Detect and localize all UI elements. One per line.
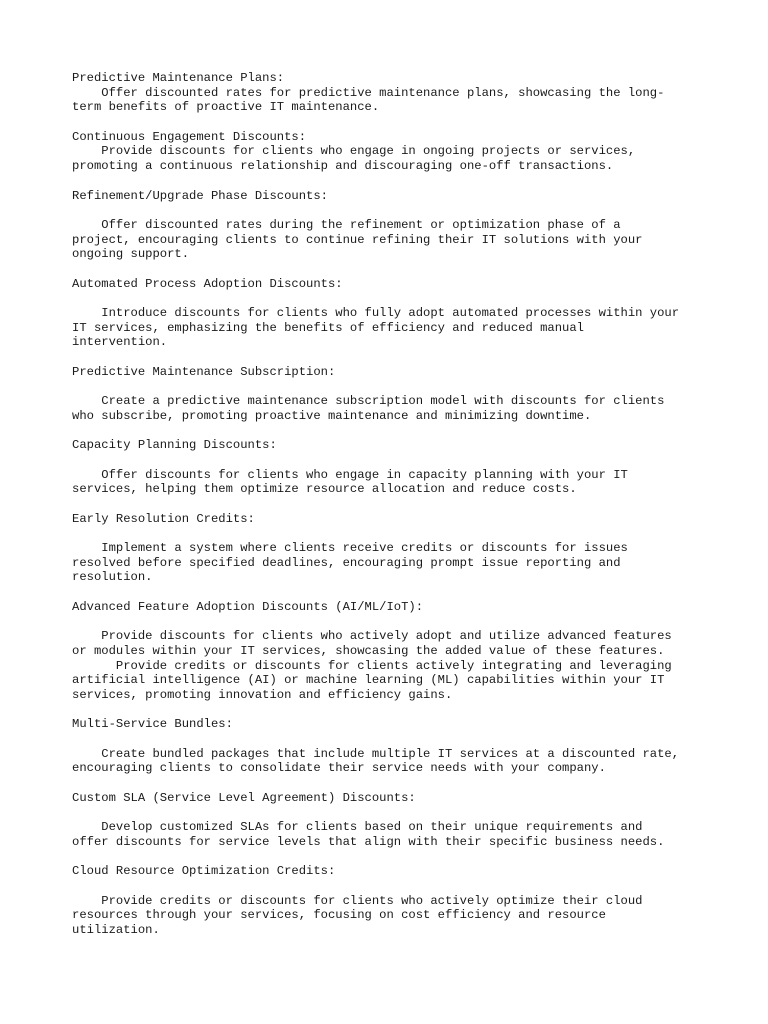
document-section [72, 130, 732, 189]
body-text-line: services, promoting innovation and efficiency gains. [72, 687, 453, 702]
blank-line [72, 174, 732, 189]
body-text-line: or modules within your IT services, showcasing the added value of these features. [72, 643, 665, 658]
body-text-line: Implement a system where clients receive credits or discounts for issues [72, 541, 628, 555]
section-heading: Automated Process Adoption Discounts: [72, 276, 343, 291]
section-heading: Predictive Maintenance Plans: [72, 71, 285, 85]
blank-line [72, 849, 732, 864]
section-heading: Predictive Maintenance Subscription: [72, 364, 336, 379]
body-text-line: IT services, emphasizing the benefits of efficiency and reduced manual [72, 320, 584, 335]
document-section [72, 189, 732, 277]
blank-line [72, 262, 732, 277]
section-heading: Refinement/Upgrade Phase Discounts: [72, 188, 328, 203]
body-text-line: Provide credits or discounts for clients actively integrating and leveraging [72, 658, 672, 673]
body-text-line: who subscribe, promoting proactive maintenance and minimizing downtime. [72, 408, 592, 423]
document-section [72, 791, 732, 864]
blank-line [72, 453, 732, 468]
body-text-line: Offer discounts for clients who engage in capacity planning with your IT [72, 467, 628, 482]
body-text-line: services, helping them optimize resource allocation and reduce costs. [72, 482, 577, 497]
blank-line [72, 776, 732, 791]
body-text-line: resolved before specified deadlines, encouraging prompt issue reporting and [72, 555, 621, 570]
body-text-line: Provide discounts for clients who actively adopt and utilize advanced features [72, 629, 672, 644]
blank-line [72, 614, 732, 629]
document-section [72, 717, 732, 790]
body-text-line: term benefits of proactive IT maintenance. [72, 100, 380, 115]
blank-line [72, 497, 732, 512]
body-text-line: utilization. [72, 922, 160, 937]
body-text-line: resources through your services, focusing on cost efficiency and resource [72, 908, 606, 923]
blank-line [72, 379, 732, 394]
document-section [72, 277, 732, 365]
blank-line [72, 585, 732, 600]
blank-line [72, 879, 732, 894]
body-text-line: Create a predictive maintenance subscription model with discounts for clients [72, 394, 665, 409]
blank-line [72, 203, 732, 218]
blank-line [72, 805, 732, 820]
blank-line [72, 350, 732, 365]
body-text-line: intervention. [72, 335, 168, 350]
body-text-line: artificial intelligence (AI) or machine learning (ML) capabilities within your IT [72, 673, 665, 688]
document-section [72, 864, 732, 937]
section-heading: Advanced Feature Adoption Discounts (AI/ML/IoT): [72, 599, 424, 614]
blank-line [72, 291, 732, 306]
document-section [72, 71, 732, 130]
body-text-line: Develop customized SLAs for clients based on their unique requirements and [72, 820, 643, 835]
section-heading: Cloud Resource Optimization Credits: [72, 864, 336, 879]
body-text-line: Offer discounted rates during the refinement or optimization phase of a [72, 217, 621, 232]
section-heading: Early Resolution Credits: [72, 511, 255, 526]
body-text-line: offer discounts for service levels that align with their specific business needs. [72, 834, 665, 849]
blank-line [72, 703, 732, 718]
body-text-line: project, encouraging clients to continue refining their IT solutions with your [72, 232, 643, 247]
body-text-line: Introduce discounts for clients who fully adopt automated processes within your [72, 306, 680, 320]
body-text-line: encouraging clients to consolidate their service needs with your company. [72, 761, 606, 776]
document-section [72, 512, 732, 600]
body-text-line: Provide discounts for clients who engage in ongoing projects or services, [72, 144, 636, 159]
body-text-line: promoting a continuous relationship and discouraging one-off transactions. [72, 159, 614, 174]
body-text-line: Offer discounted rates for predictive maintenance plans, showcasing the long- [72, 85, 665, 100]
section-heading: Multi-Service Bundles: [72, 717, 233, 732]
blank-line [72, 115, 732, 130]
document-section [72, 365, 732, 438]
document-section [72, 600, 732, 718]
document-page [72, 71, 732, 938]
section-heading: Continuous Engagement Discounts: [72, 129, 307, 144]
section-heading: Capacity Planning Discounts: [72, 438, 277, 453]
blank-line [72, 424, 732, 439]
body-text-line: ongoing support. [72, 247, 190, 262]
body-text-line: resolution. [72, 570, 153, 585]
blank-line [72, 526, 732, 541]
body-text-line: Provide credits or discounts for clients who actively optimize their cloud [72, 893, 643, 908]
section-heading: Custom SLA (Service Level Agreement) Discounts: [72, 790, 416, 805]
body-text-line: Create bundled packages that include multiple IT services at a discounted rate, [72, 746, 680, 761]
document-section [72, 438, 732, 511]
blank-line [72, 732, 732, 747]
